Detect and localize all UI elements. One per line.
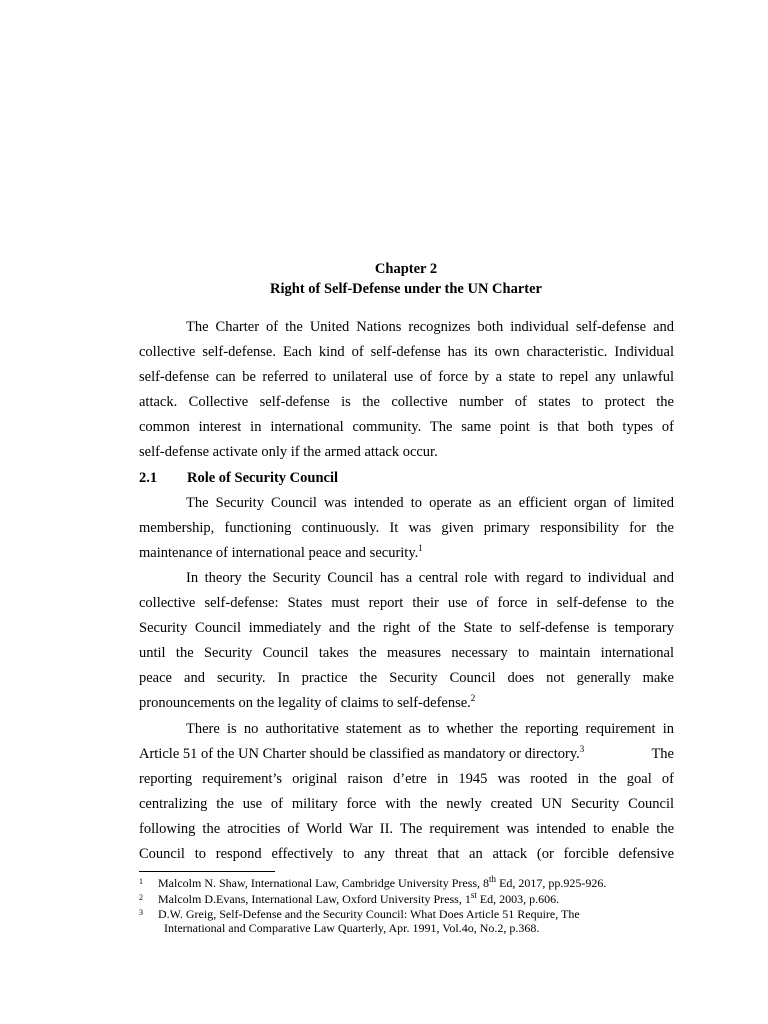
paragraph-line: reporting requirement’s original raison d’etre in 1945 was rooted in the goal of	[139, 771, 674, 787]
footnote-2	[139, 892, 559, 907]
paragraph-line	[139, 744, 674, 764]
paragraph-line: membership, functioning continuously. It was given primary responsibility for the	[139, 520, 674, 536]
footnote-sup: th	[489, 874, 497, 884]
footnote-1	[139, 876, 606, 891]
section-heading	[139, 468, 338, 488]
paragraph-line: There is no authoritative statement as to whether the reporting requirement in	[186, 721, 674, 737]
paragraph-line: peace and security. In practice the Security Council does not generally make	[139, 670, 674, 686]
paragraph-line: collective self-defense: States must report their use of force in self-defense to the	[139, 595, 674, 611]
footnote-3	[139, 907, 580, 922]
paragraph-line: Council to respond effectively to any threat that an attack (or forcible defensive	[139, 846, 674, 862]
paragraph-line: common interest in international community. The same point is that both types of	[139, 419, 674, 435]
paragraph-line: The Charter of the United Nations recognizes both individual self-defense and	[186, 319, 674, 335]
footnote-mark: 1	[139, 877, 143, 886]
chapter-title: Right of Self-Defense under the UN Charter	[270, 281, 542, 297]
line-text: The	[651, 746, 674, 762]
paragraph-line: The Security Council was intended to operate as an efficient organ of limited	[186, 495, 674, 511]
paragraph-line	[139, 543, 674, 563]
paragraph-line: until the Security Council takes the measures necessary to maintain international	[139, 645, 674, 661]
line-text: Article 51 of the UN Charter should be classified as mandatory or directory.$^3$	[139, 744, 585, 762]
section-number: 2.1	[139, 470, 158, 486]
section-title: Role of Security Council	[187, 470, 339, 486]
paragraph-line: Security Council immediately and the right of the State to self-defense is temporary	[139, 620, 674, 636]
line-text: pronouncements on the legality of claims to self-defense.	[139, 695, 471, 711]
line-text: maintenance of international peace and security.	[139, 545, 419, 561]
footnote-ref-1[interactable]: 1	[418, 543, 423, 554]
footnote-text: Malcolm D.Evans, International Law, Oxford University Press, 1	[158, 892, 471, 906]
footnote-mark: 3	[139, 908, 143, 917]
paragraph-line: collective self-defense. Each kind of self-defense has its own characteristic. Individual	[139, 344, 674, 360]
footnote-mark: 2	[139, 893, 143, 902]
footnote-3-continuation: International and Comparative Law Quarterly, Apr. 1991, Vol.4o, No.2, p.368.	[164, 921, 540, 935]
footnote-sup: st	[470, 890, 477, 900]
paragraph-line: following the atrocities of World War II. The requirement was intended to enable the	[139, 821, 674, 837]
paragraph-line: self-defense can be referred to unilateral use of force by a state to repel any unlawful	[139, 369, 674, 385]
paragraph-line: centralizing the use of military force with the newly created UN Security Council	[139, 796, 674, 812]
footnote-ref-3[interactable]: 3	[579, 744, 585, 755]
footnote-text: D.W. Greig, Self-Defense and the Security Council: What Does Article 51 Require, The	[158, 907, 580, 921]
chapter-label: Chapter 2	[374, 261, 438, 277]
footnote-text: Ed, 2003, p.606.	[476, 892, 560, 906]
paragraph-line: In theory the Security Council has a central role with regard to individual and	[186, 570, 674, 586]
footnote-text: Malcolm N. Shaw, International Law, Cambridge University Press, 8	[158, 876, 490, 890]
paragraph-line	[139, 693, 674, 713]
paragraph-line: self-defense activate only if the armed attack occur.	[139, 444, 438, 460]
footnote-text: Ed, 2017, pp.925-926.	[496, 876, 607, 890]
paragraph-line: attack. Collective self-defense is the collective number of states to protect the	[139, 394, 674, 410]
footnote-separator	[139, 871, 275, 872]
footnote-ref-2[interactable]: 2	[470, 693, 476, 704]
